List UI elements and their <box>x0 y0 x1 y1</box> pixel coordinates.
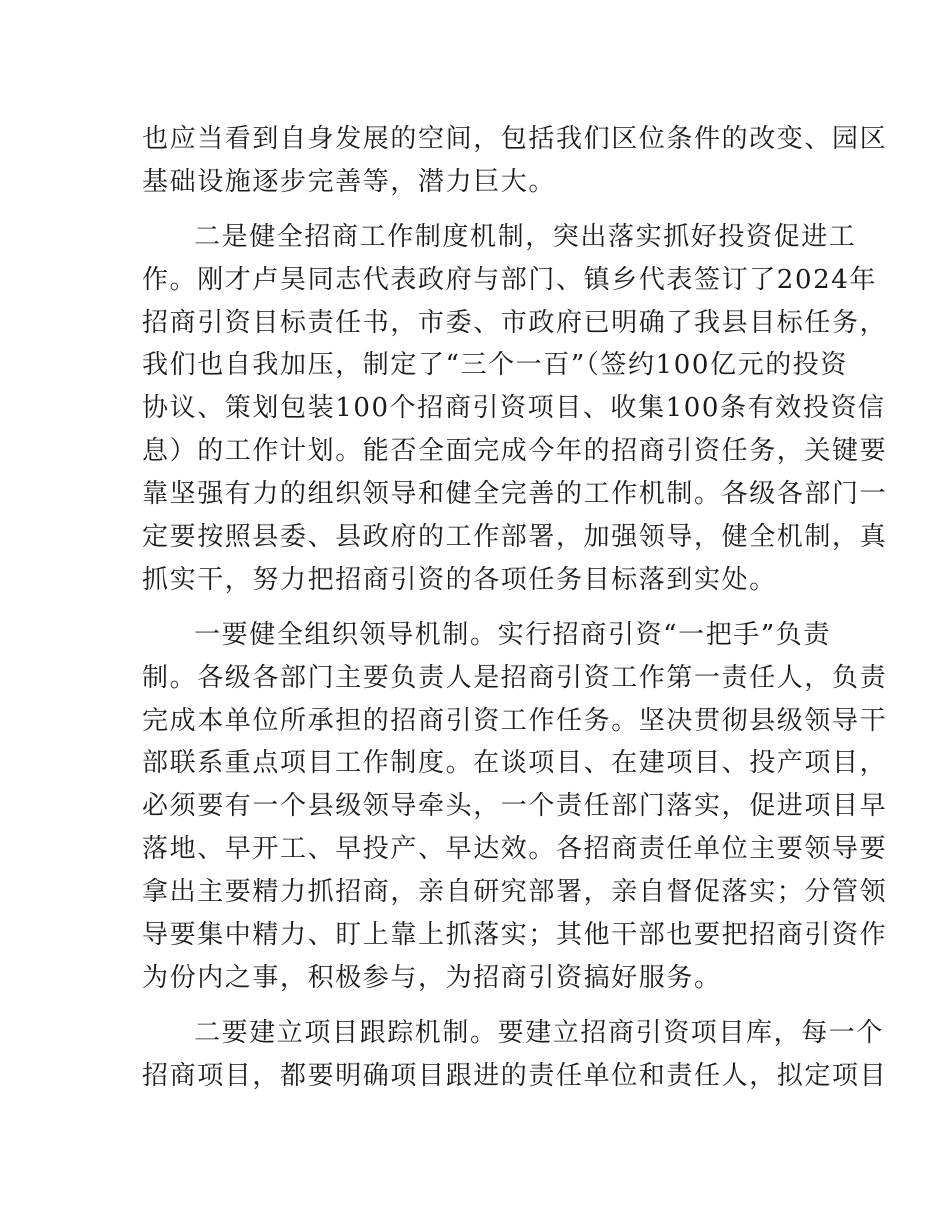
text-line: 我们也自我加压，制定了“三个一百”（签约100亿元的投资 <box>142 350 849 381</box>
text-line: 作。刚才卢昊同志代表政府与部门、镇乡代表签订了2024年 <box>142 264 877 295</box>
text-line: 必须要有一个县级领导牵头，一个责任部门落实，促进项目早 <box>142 791 888 822</box>
text-line: 招商引资目标责任书，市委、市政府已明确了我县目标任务， <box>142 307 888 338</box>
text-line: 导要集中精力、盯上靠上抓落实；其他干部也要把招商引资作 <box>142 920 888 951</box>
text-line: 基础设施逐步完善等，潜力巨大。 <box>142 166 557 197</box>
text-line: 为份内之事，积极参与，为招商引资搞好服务。 <box>142 962 722 993</box>
text-line: 协议、策划包装100个招商引资项目、收集100条有效投资信 <box>142 393 886 424</box>
text-line: 抓实干，努力把招商引资的各项任务目标落到实处。 <box>142 564 777 595</box>
text-line: 完成本单位所承担的招商引资工作任务。坚决贯彻县级领导干 <box>142 705 888 736</box>
text-line: 落地、早开工、早投产、早达效。各招商责任单位主要领导要 <box>142 834 888 865</box>
text-line: 拿出主要精力抓招商，亲自研究部署，亲自督促落实；分管领 <box>142 877 888 908</box>
text-line: 一要健全组织领导机制。实行招商引资“一把手”负责 <box>194 619 831 650</box>
text-line: 招商项目，都要明确项目跟进的责任单位和责任人，拟定项目 <box>142 1060 888 1091</box>
text-line: 靠坚强有力的组织领导和健全完善的工作机制。各级各部门一 <box>142 479 888 510</box>
text-line: 二是健全招商工作制度机制，突出落实抓好投资促进工 <box>194 221 857 252</box>
document-body <box>142 118 888 1098</box>
text-line: 也应当看到自身发展的空间，包括我们区位条件的改变、园区 <box>142 124 888 154</box>
text-line: 部联系重点项目工作制度。在谈项目、在建项目、投产项目， <box>142 748 888 779</box>
paragraph <box>142 216 888 602</box>
text-line: 二要建立项目跟踪机制。要建立招商引资项目库，每一个 <box>194 1017 885 1048</box>
text-line: 定要按照县委、县政府的工作部署，加强领导，健全机制，真 <box>142 522 888 553</box>
paragraph <box>142 118 888 204</box>
paragraph <box>142 614 888 1000</box>
paragraph <box>142 1012 888 1098</box>
text-line: 息）的工作计划。能否全面完成今年的招商引资任务，关键要 <box>142 436 888 467</box>
text-line: 制。各级各部门主要负责人是招商引资工作第一责任人，负责 <box>142 662 888 693</box>
